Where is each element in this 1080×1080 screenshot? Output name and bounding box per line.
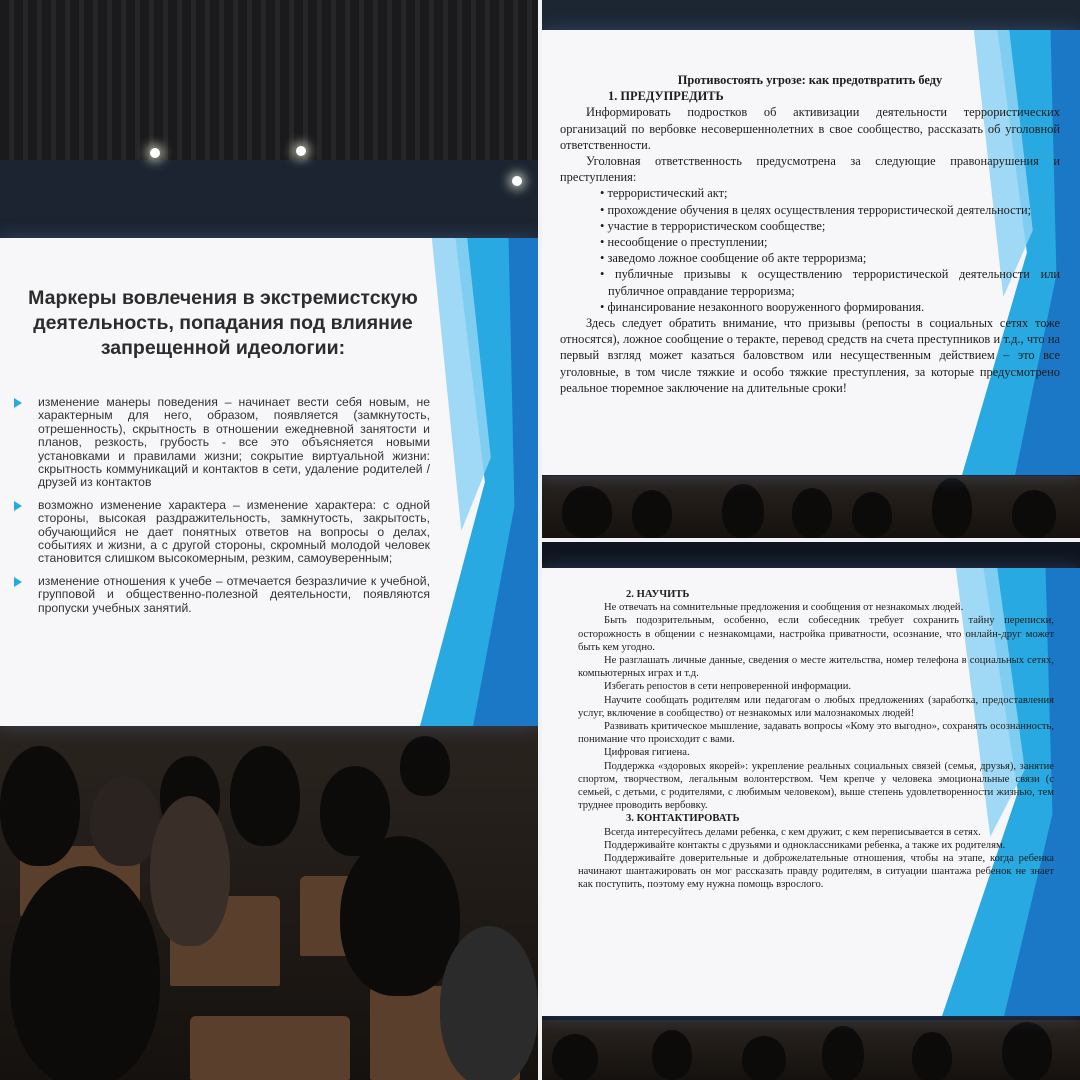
- paragraph: Информировать подростков об активизации деятельности террористических организаций по вербовке несовершеннолетних в свое сообщество, рассказать об уголовной ответственности.: [560, 105, 1060, 152]
- slide-prevent: [542, 30, 1080, 475]
- slide-markers: [0, 238, 538, 726]
- photo-bottom-right: [542, 542, 1080, 1080]
- paragraph: Быть подозрительным, особенно, если собеседник требует сохранить тайну переписки, осторожность в общении с незнакомцами, настройка приватности, осознание, что онлайн-друг может быть кем угодно.: [578, 615, 1054, 653]
- paragraph: Здесь следует обратить внимание, что призывы (репосты в социальных сетях тоже относятся), ложное сообщение о теракте, перевод средств на счета преступников и т.д., что на первый взгляд может казаться баловством или несущественным действием – это все уголовные, в том числе тяжкие и особо тяжкие преступления, за которые предусмотрено реальное тюремное заключение на длительные сроки!: [560, 316, 1060, 395]
- list-item: изменение отношения к учебе – отмечается безразличие к учебной, групповой и общественно-полезной деятельности, появляются пропуски учебных занятий.: [12, 575, 430, 615]
- list-item: • террористический акт;: [560, 185, 1060, 201]
- paragraph: Поддержка «здоровых якорей»: укрепление реальных социальных связей (семья, друзья), занятие спортом, творчеством, легальным волонтерством. Чем крепче у человека эмоциональные связи (с семьей, с детьми, с родителями, с любимым человеком), выше степень удовлетворенности жизнью, тем труднее проводить вербовку.: [578, 760, 1054, 812]
- triangle-bullet-icon: [14, 501, 22, 511]
- paragraph: Цифровая гигиена.: [604, 747, 690, 759]
- paragraph: Всегда интересуйтесь делами ребенка, с кем дружит, с кем переписывается в сетях.: [604, 826, 981, 838]
- ceiling-left: [0, 0, 538, 160]
- photo-left: [0, 0, 538, 1080]
- slide-decoration: [420, 238, 538, 726]
- paragraph: Избегать репостов в сети непроверенной информации.: [604, 681, 852, 693]
- paragraph: Научите сообщать родителям или педагогам о любых предложениях (заработка, предоставления услуг, включение в сообщество) от незнакомых или малознакомых людей!: [578, 694, 1054, 719]
- photo-top-right: [542, 0, 1080, 538]
- slide-body: [560, 72, 1060, 396]
- slide-teach-contact: [542, 568, 1080, 1016]
- list-item: • финансирование незаконного вооруженного формирования.: [560, 299, 1060, 315]
- audience-left: [0, 726, 538, 1080]
- triangle-bullet-icon: [14, 577, 22, 587]
- paragraph: Поддерживайте доверительные и доброжелательные отношения, чтобы на этапе, когда ребенка начинают шантажировать он мог рассказать правду родителям, в ситуации шантажа ребенок не знает как поступить, поэтому ему нужна помощь взрослого.: [578, 853, 1054, 891]
- list-item: • прохождение обучения в целях осуществления террористической деятельности;: [560, 202, 1060, 218]
- ceiling-light: [512, 176, 522, 186]
- section-heading: 3. КОНТАКТИРОВАТЬ: [626, 813, 740, 825]
- bullet-list: [12, 396, 430, 624]
- slide-body: [578, 588, 1054, 892]
- list-item: • публичные призывы к осуществлению террористической деятельности или публичное оправдание терроризма;: [560, 266, 1060, 298]
- list-item: возможно изменение характера – изменение характера: с одной стороны, высокая раздражительность, замкнутость, закрытость, обучающийся не дает понятных ответов на вопросы о делах, событиях и жизни, а с другой стороны, скромный молодой человек становится слишком высокомерным, резким, самоуверенным;: [12, 499, 430, 566]
- paragraph: Не отвечать на сомнительные предложения и сообщения от незнакомых людей.: [604, 602, 964, 614]
- audience-top-right: [542, 476, 1080, 538]
- ceiling-light: [150, 148, 160, 158]
- wall-left: [0, 160, 538, 240]
- slide-title: Противостоять угрозе: как предотвратить беду: [677, 73, 943, 87]
- paragraph: Не разглашать личные данные, сведения о месте жительства, номер телефона в социальных сетях, компьютерных играх и т.д.: [578, 655, 1054, 680]
- triangle-bullet-icon: [14, 398, 22, 408]
- paragraph: Уголовная ответственность предусмотрена за следующие правонарушения и преступления:: [560, 154, 1060, 185]
- list-item: • заведомо ложное сообщение об акте терроризма;: [560, 250, 1060, 266]
- audience-bottom-right: [542, 1020, 1080, 1080]
- paragraph: Поддерживайте контакты с друзьями и одноклассниками ребенка, а также их родителям.: [604, 839, 1006, 851]
- list-item: • участие в террористическом сообществе;: [560, 218, 1060, 234]
- section-heading: 1. ПРЕДУПРЕДИТЬ: [608, 89, 724, 104]
- section-heading: 2. НАУЧИТЬ: [626, 589, 690, 600]
- paragraph: Развивать критическое мышление, задавать вопросы «Кому это выгодно», сохранять осознанность, понимание что происходит с вами.: [578, 721, 1054, 746]
- ceiling-light: [296, 146, 306, 156]
- slide-title: Маркеры вовлечения в экстремистскую деятельность, попадания под влияние запрещенной идеологии:: [28, 287, 418, 359]
- list-item: • несообщение о преступлении;: [560, 234, 1060, 250]
- list-item: изменение манеры поведения – начинает вести себя новым, не характерным для него, образом, появляется (замкнутость, отрешенность), скрытность в отношении ежедневной занятости и планов, резкость, грубость - все это объясняется новыми установками и правилами жизни; сокрытие виртуальной жизни: скрытность коммуникаций и контактов в сети, удаление родителей / друзей из контактов: [12, 396, 430, 490]
